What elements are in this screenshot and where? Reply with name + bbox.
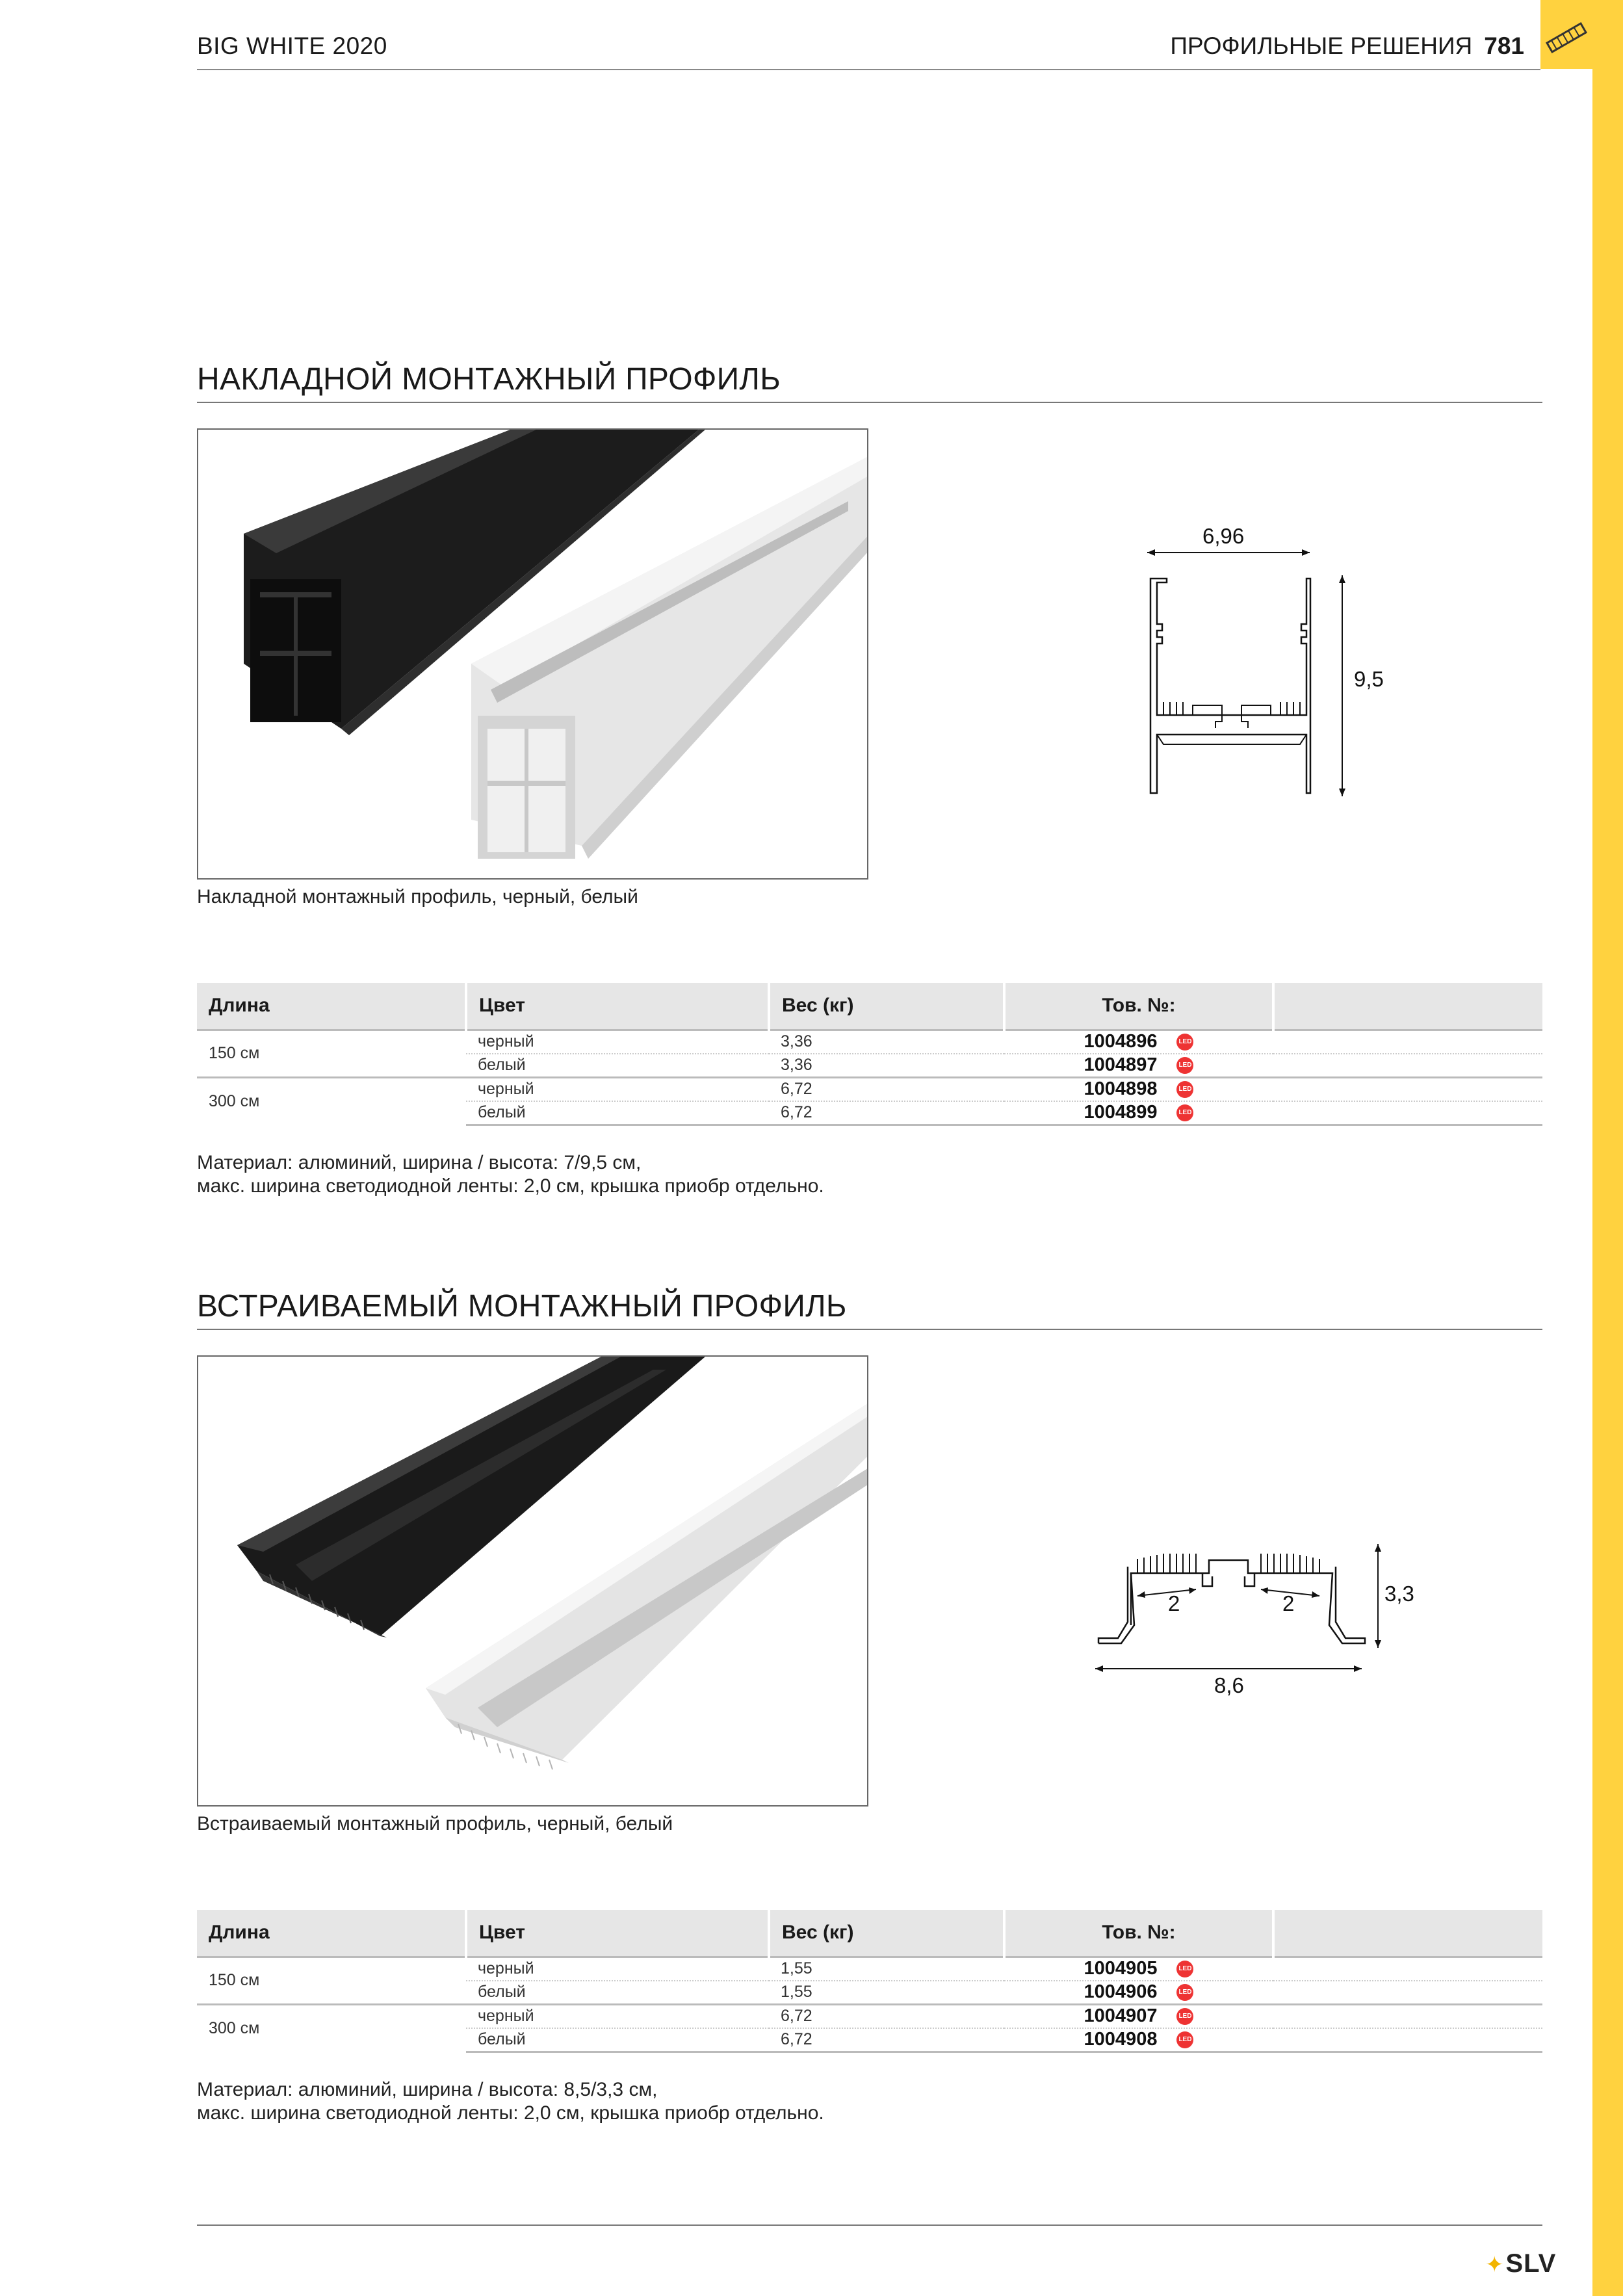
led-badge-icon: LED <box>1176 1104 1193 1121</box>
empty-cell <box>1273 1981 1542 2005</box>
weight-cell: 3,36 <box>769 1054 1004 1078</box>
material-spec <box>197 2078 824 2125</box>
article-number: 1004899 <box>1084 1102 1158 1123</box>
dimension-drawing-recessed-profile <box>1085 1534 1423 1690</box>
section-title-surface-profile: НАКЛАДНОЙ МОНТАЖНЫЙ ПРОФИЛЬ <box>197 362 781 397</box>
length-cell: 150 см <box>197 1957 466 2004</box>
weight-cell: 1,55 <box>769 1957 1004 1981</box>
article-number: 1004908 <box>1084 2029 1158 2050</box>
table-row <box>197 2004 1542 2028</box>
section-tab <box>1540 0 1592 69</box>
color-cell: черный <box>466 2004 769 2028</box>
dimension-inner-right-label: 2 <box>1282 1591 1295 1615</box>
col-color: Цвет <box>466 983 769 1030</box>
article-cell <box>1004 1030 1273 1054</box>
section-divider <box>197 402 1542 403</box>
empty-cell <box>1273 1054 1542 1078</box>
color-cell: белый <box>466 2028 769 2052</box>
table-row <box>197 1957 1542 1981</box>
length-cell: 300 см <box>197 1077 466 1125</box>
article-number: 1004905 <box>1084 1958 1158 1979</box>
article-number: 1004907 <box>1084 2005 1158 2026</box>
page-number: 781 <box>1484 33 1524 59</box>
dimension-width-label: 6,96 <box>1202 524 1245 548</box>
product-table-surface-profile <box>197 983 1542 1126</box>
col-empty <box>1273 983 1542 1030</box>
spec-line: макс. ширина светодиодной ленты: 2,0 см, крышка приобр отдельно. <box>197 2102 824 2124</box>
color-cell: черный <box>466 1957 769 1981</box>
profile-rail-icon <box>1540 0 1592 69</box>
brand-name: SLV <box>1505 2249 1557 2278</box>
dimension-drawing-surface-profile <box>1131 520 1404 806</box>
article-cell <box>1004 2028 1273 2052</box>
dimension-height-label: 9,5 <box>1354 667 1384 691</box>
empty-cell <box>1273 1030 1542 1054</box>
col-article: Тов. №: <box>1004 983 1273 1030</box>
article-cell <box>1004 1054 1273 1078</box>
article-number: 1004898 <box>1084 1078 1158 1099</box>
empty-cell <box>1273 1957 1542 1981</box>
col-weight: Вес (кг) <box>769 1910 1004 1957</box>
spec-line: Материал: алюминий, ширина / высота: 8,5/3,3 см, <box>197 2079 658 2100</box>
spec-line: Материал: алюминий, ширина / высота: 7/9,5 см, <box>197 1152 642 1173</box>
led-badge-icon: LED <box>1176 1057 1193 1074</box>
article-cell <box>1004 2004 1273 2028</box>
table-header-row <box>197 1910 1542 1957</box>
color-cell: черный <box>466 1030 769 1054</box>
header-divider <box>197 69 1540 70</box>
length-cell: 300 см <box>197 2004 466 2052</box>
product-photo-recessed-profile <box>197 1355 868 1807</box>
led-badge-icon: LED <box>1176 2031 1193 2048</box>
brand-logo <box>1485 2249 1556 2278</box>
footer-divider <box>197 2224 1542 2226</box>
table-header-row <box>197 983 1542 1030</box>
empty-cell <box>1273 2004 1542 2028</box>
color-cell: черный <box>466 1077 769 1101</box>
col-length: Длина <box>197 983 466 1030</box>
surface-profile-image <box>198 430 868 880</box>
weight-cell: 6,72 <box>769 2004 1004 2028</box>
section-name: ПРОФИЛЬНЫЕ РЕШЕНИЯ <box>1170 33 1473 59</box>
color-cell: белый <box>466 1054 769 1078</box>
product-photo-surface-profile <box>197 428 868 880</box>
col-length: Длина <box>197 1910 466 1957</box>
article-cell <box>1004 1957 1273 1981</box>
article-cell <box>1004 1101 1273 1125</box>
empty-cell <box>1273 1077 1542 1101</box>
article-cell <box>1004 1077 1273 1101</box>
dimension-inner-left-label: 2 <box>1168 1591 1180 1615</box>
article-cell <box>1004 1981 1273 2005</box>
led-badge-icon: LED <box>1176 1984 1193 2001</box>
spec-line: макс. ширина светодиодной ленты: 2,0 см, крышка приобр отдельно. <box>197 1175 824 1197</box>
led-badge-icon: LED <box>1176 1034 1193 1050</box>
article-number: 1004897 <box>1084 1054 1158 1075</box>
weight-cell: 6,72 <box>769 2028 1004 2052</box>
empty-cell <box>1273 1101 1542 1125</box>
catalog-name: BIG WHITE 2020 <box>197 33 387 59</box>
col-article: Тов. №: <box>1004 1910 1273 1957</box>
led-badge-icon: LED <box>1176 1961 1193 1977</box>
color-cell: белый <box>466 1101 769 1125</box>
article-number: 1004896 <box>1084 1031 1158 1052</box>
section-title-recessed-profile: ВСТРАИВАЕМЫЙ МОНТАЖНЫЙ ПРОФИЛЬ <box>197 1289 847 1324</box>
weight-cell: 6,72 <box>769 1077 1004 1101</box>
photo-caption: Накладной монтажный профиль, черный, белый <box>197 886 638 907</box>
dimension-width-label: 8,6 <box>1214 1673 1244 1697</box>
weight-cell: 6,72 <box>769 1101 1004 1125</box>
color-cell: белый <box>466 1981 769 2005</box>
length-cell: 150 см <box>197 1030 466 1077</box>
section-divider <box>197 1329 1542 1330</box>
page-header-right <box>1170 33 1524 60</box>
article-number: 1004906 <box>1084 1981 1158 2002</box>
weight-cell: 1,55 <box>769 1981 1004 2005</box>
spark-icon: ✦ <box>1485 2252 1505 2277</box>
table-row <box>197 1077 1542 1101</box>
weight-cell: 3,36 <box>769 1030 1004 1054</box>
table-row <box>197 1030 1542 1054</box>
recessed-profile-image <box>198 1357 868 1807</box>
empty-cell <box>1273 2028 1542 2052</box>
photo-caption: Встраиваемый монтажный профиль, черный, белый <box>197 1813 673 1834</box>
led-badge-icon: LED <box>1176 2008 1193 2025</box>
material-spec <box>197 1151 824 1198</box>
accent-side-bar <box>1592 0 1623 2296</box>
dimension-height-label: 3,3 <box>1384 1582 1414 1606</box>
col-color: Цвет <box>466 1910 769 1957</box>
product-table-recessed-profile <box>197 1910 1542 2053</box>
col-empty <box>1273 1910 1542 1957</box>
col-weight: Вес (кг) <box>769 983 1004 1030</box>
led-badge-icon: LED <box>1176 1081 1193 1098</box>
